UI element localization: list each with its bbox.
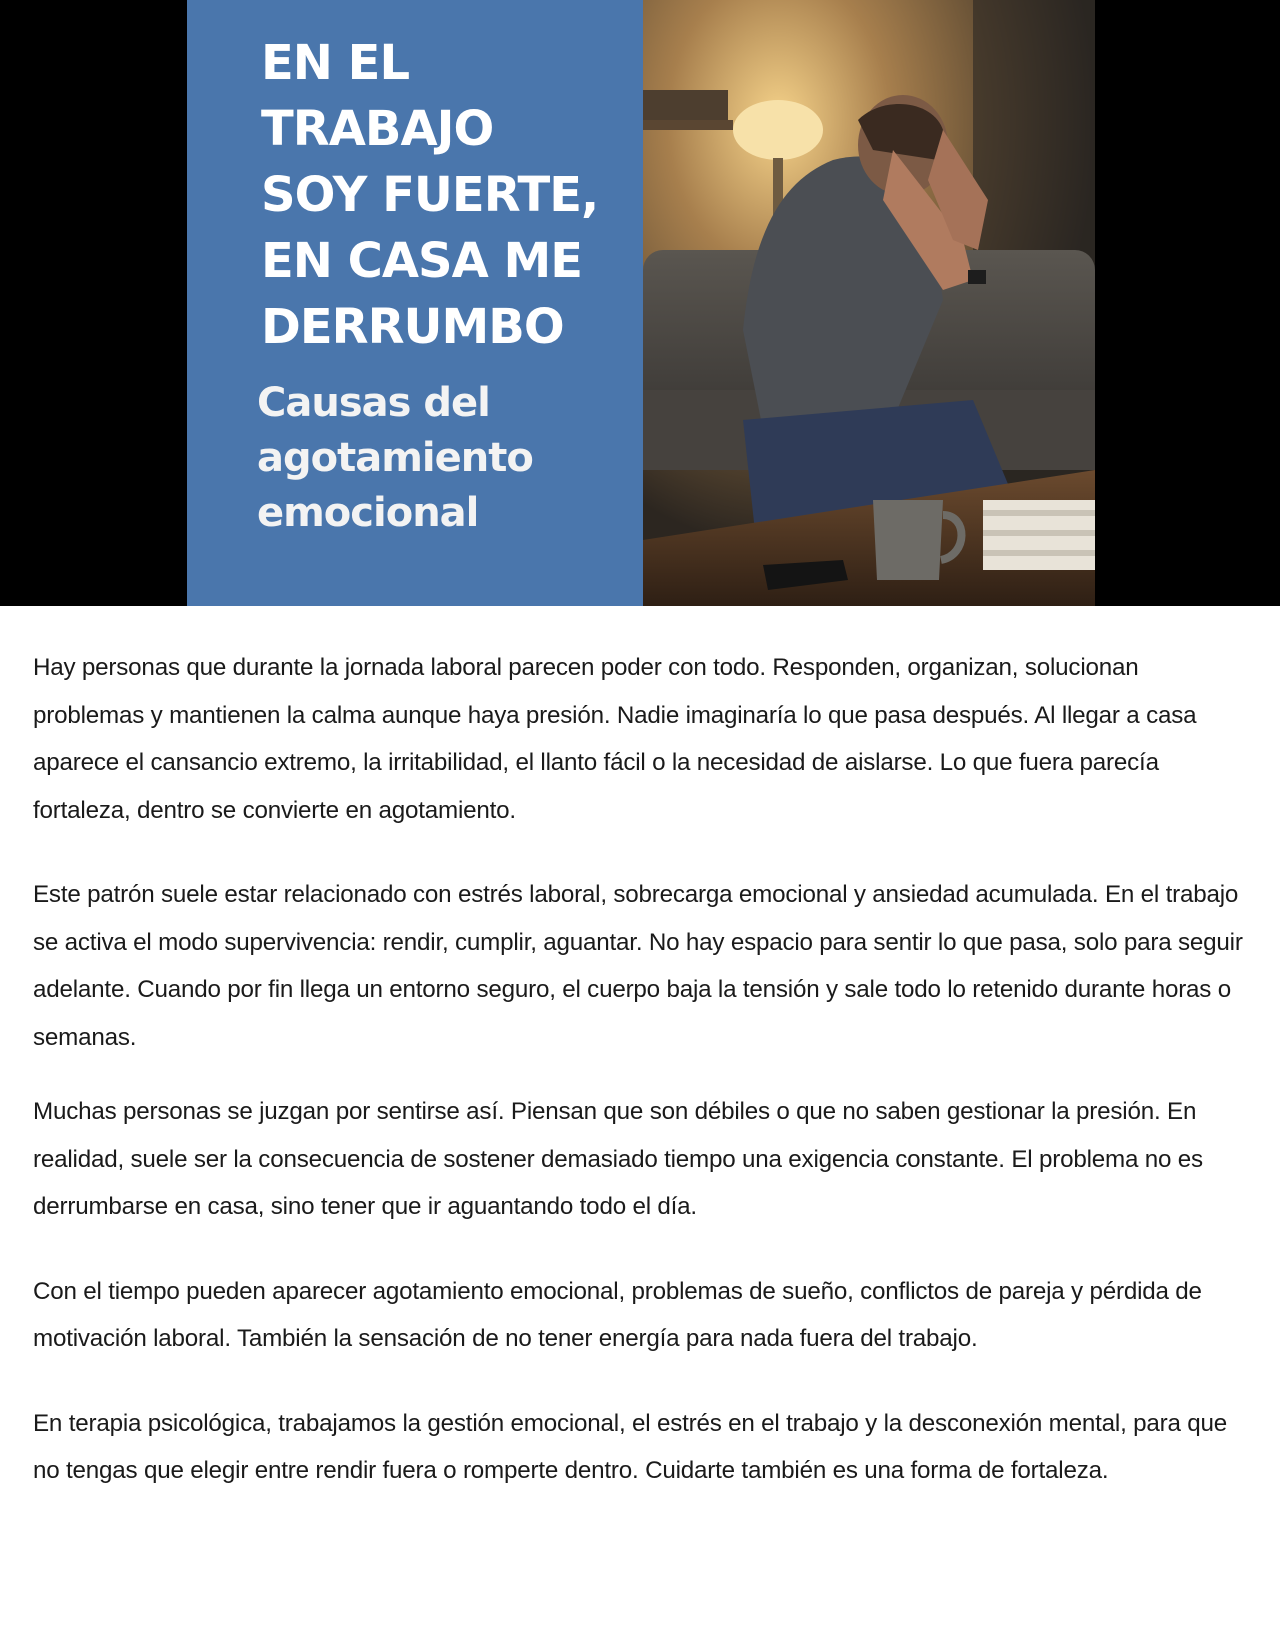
- hero-title-line: EN EL: [261, 35, 410, 91]
- article-paragraph: Hay personas que durante la jornada laboral parecen poder con todo. Responden, organizan, solucionan problemas y mantienen la calma aunque haya presión. Nadie imaginaría lo que pasa después. Al llegar a casa aparece el cansancio extremo, la irritabilidad, el llanto fácil o la necesidad de aislarse. Lo que fuera parecía fortaleza, dentro se convierte en agotamiento.: [33, 654, 1197, 824]
- hero-graphic: [187, 0, 1095, 606]
- hero-photo: [643, 0, 1095, 606]
- article-body: [0, 606, 1280, 1495]
- hero-photo-illustration: [643, 0, 1095, 606]
- hero-image: [0, 0, 1280, 606]
- article-paragraph: Con el tiempo pueden aparecer agotamiento emocional, problemas de sueño, conflictos de pareja y pérdida de motivación laboral. También la sensación de no tener energía para nada fuera del trabajo.: [33, 1277, 1202, 1352]
- article-paragraph: Muchas personas se juzgan por sentirse así. Piensan que son débiles o que no saben gestionar la presión. En realidad, suele ser la consecuencia de sostener demasiado tiempo una exigencia constante. El problema no es derrumbarse en casa, sino tener que ir aguantando todo el día.: [33, 1098, 1203, 1220]
- hero-title-line: EN CASA ME: [261, 233, 583, 289]
- hero-title-line: TRABAJO: [261, 101, 494, 157]
- hero-title-line: DERRUMBO: [261, 299, 564, 355]
- hero-title-line: SOY FUERTE,: [261, 167, 599, 223]
- hero-text-panel: [187, 0, 643, 606]
- hero-subtitle-line: agotamiento: [257, 435, 533, 481]
- article-paragraph: En terapia psicológica, trabajamos la gestión emocional, el estrés en el trabajo y la desconexión mental, para que no tengas que elegir entre rendir fuera o romperte dentro. Cuidarte también es una forma de fortaleza.: [33, 1409, 1228, 1484]
- hero-subtitle-line: emocional: [257, 490, 479, 536]
- article-paragraph: Este patrón suele estar relacionado con estrés laboral, sobrecarga emocional y ansiedad acumulada. En el trabajo se activa el modo supervivencia: rendir, cumplir, aguantar. No hay espacio para sentir lo que pasa, solo para seguir adelante. Cuando por fin llega un entorno seguro, el cuerpo baja la tensión y sale todo lo retenido durante horas o semanas.: [33, 881, 1243, 1051]
- hero-title: [261, 30, 643, 360]
- hero-subtitle-line: Causas del: [257, 380, 490, 426]
- hero-subtitle: [257, 376, 643, 541]
